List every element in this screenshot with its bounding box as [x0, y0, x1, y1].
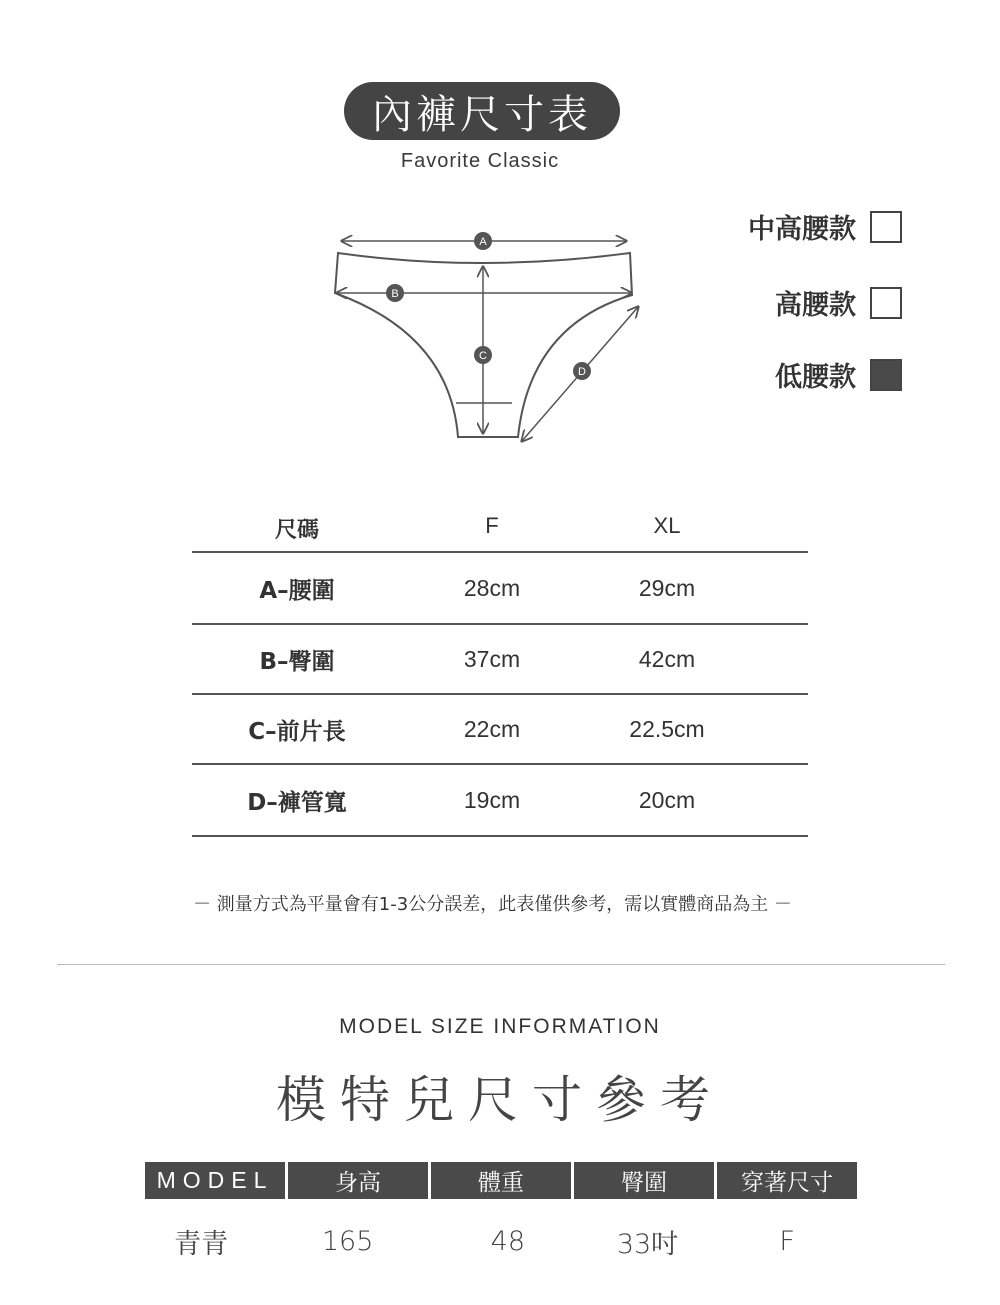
model-table [145, 1162, 857, 1271]
cell-f: 19cm [463, 786, 521, 813]
header-worn-size: 穿著尺寸 [717, 1162, 857, 1199]
measurement-note: － 測量方式為平量會有1-3公分誤差，此表僅供參考，需以實體商品為主 － [193, 894, 792, 915]
svg-text:A: A [479, 236, 487, 248]
cell-f: 37cm [463, 645, 521, 672]
row-label: B–臀圍 [259, 648, 335, 675]
waist-style-label: 低腰款 [775, 362, 856, 393]
svg-text:C: C [479, 350, 487, 362]
cell-model-name: 青青 [174, 1228, 229, 1260]
svg-text:B: B [391, 288, 399, 300]
cell-xl: 42cm [638, 645, 696, 672]
size-table-header [192, 505, 808, 553]
waist-style-low [775, 355, 902, 394]
underwear-diagram [320, 225, 660, 450]
header-f: F [485, 513, 499, 538]
header-xl: XL [653, 513, 681, 538]
row-label: D–褲管寬 [247, 789, 347, 816]
waist-style-mid-high [748, 207, 902, 246]
cell-f: 28cm [463, 574, 521, 601]
row-label: C–前片長 [248, 718, 346, 745]
cell-xl: 29cm [638, 574, 696, 601]
model-section-title-en: MODEL SIZE INFORMATION [339, 1015, 661, 1038]
cell-xl: 22.5cm [629, 715, 705, 742]
cell-height: 165 [321, 1225, 374, 1257]
table-row [192, 695, 808, 765]
cell-f: 22cm [463, 715, 521, 742]
header-size: 尺碼 [274, 518, 319, 543]
page-title: 內褲尺寸表 [344, 82, 620, 140]
header-model: MODEL [145, 1162, 285, 1199]
table-row [192, 553, 808, 625]
model-table-header [145, 1162, 857, 1199]
measure-a-label [474, 232, 492, 250]
cell-xl: 20cm [638, 786, 696, 813]
checkbox-filled-icon [870, 359, 902, 391]
cell-hip: 33吋 [616, 1228, 679, 1260]
measure-d-label [573, 362, 591, 380]
row-label: A–腰圍 [259, 577, 335, 604]
header-hip: 臀圍 [574, 1162, 714, 1199]
page-subtitle: Favorite Classic [400, 150, 560, 172]
header-weight: 體重 [431, 1162, 571, 1199]
model-section-title-zh: 模特兒尺寸參考 [276, 1071, 724, 1129]
header-height: 身高 [288, 1162, 428, 1199]
checkbox-empty-icon [870, 211, 902, 243]
table-row [145, 1211, 857, 1271]
waist-style-label: 中高腰款 [748, 214, 856, 245]
table-row [192, 625, 808, 695]
measure-b-label [386, 284, 404, 302]
waist-style-label: 高腰款 [775, 290, 856, 321]
svg-text:D: D [578, 366, 586, 378]
cell-weight: 48 [490, 1225, 526, 1257]
size-table [192, 505, 808, 837]
section-divider [57, 964, 945, 965]
waist-style-high [775, 283, 902, 322]
measure-c-label [474, 346, 492, 364]
table-row [192, 765, 808, 837]
cell-worn-size: F [779, 1225, 795, 1257]
checkbox-empty-icon [870, 287, 902, 319]
